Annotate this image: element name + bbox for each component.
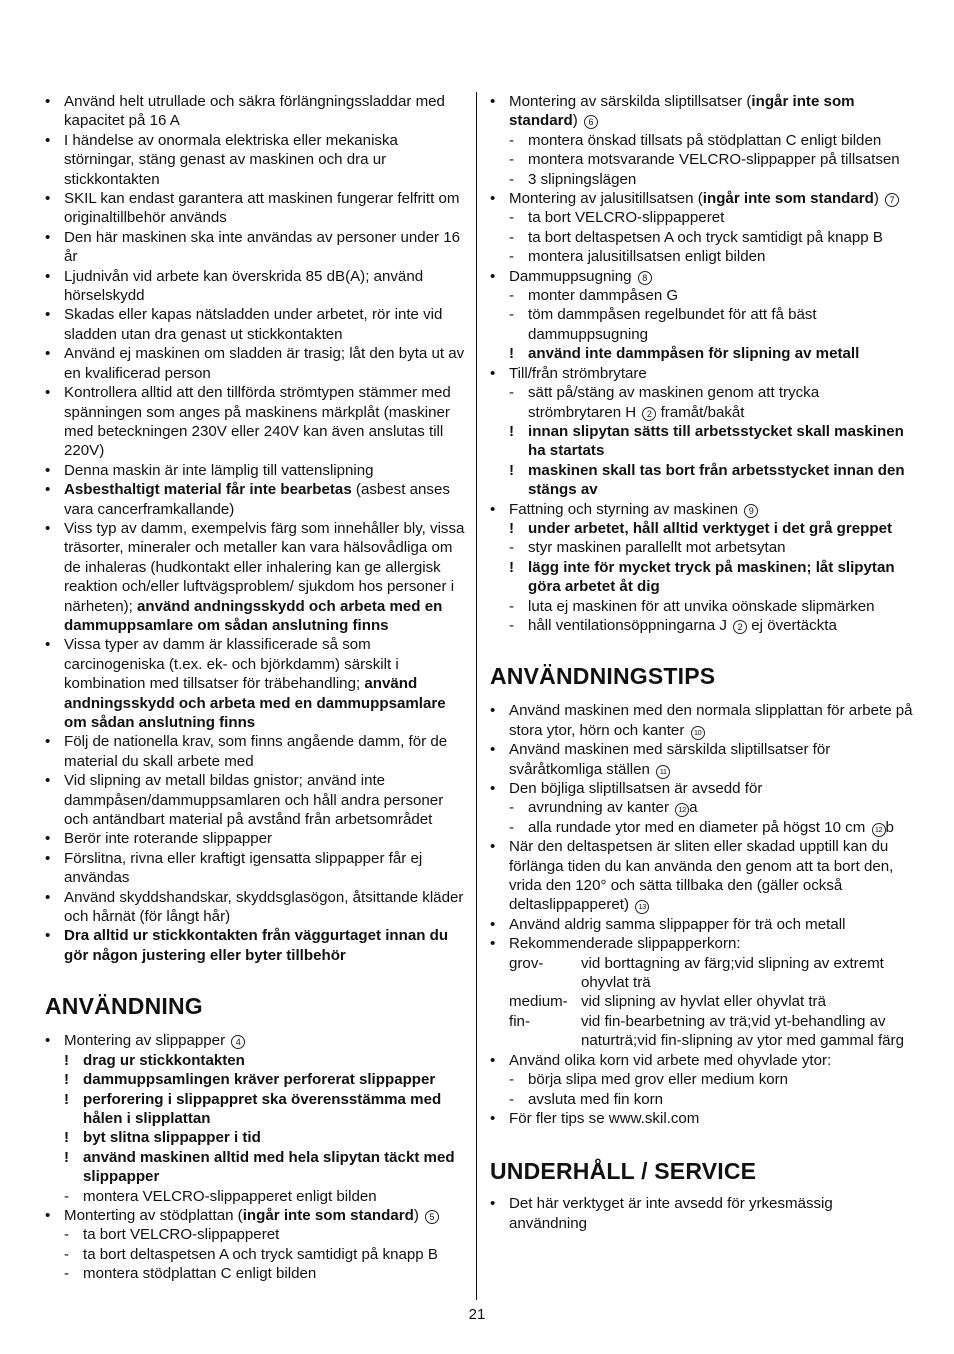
tip-item: • Använd aldrig samma slippapper för trä och metall	[490, 915, 915, 934]
usage-item: • Till/från strömbrytare - sätt på/stäng av maskinen genom att trycka strömbrytaren H 2 framåt/bakåt ! innan slipytan sätts till arbetsstycket skall maskinen ha startats ! maskinen skall tas bort från arbetsstycket innan den stängs av	[490, 364, 915, 500]
accessory-list	[490, 92, 915, 635]
step-item: - ta bort deltaspetsen A och tryck samtidigt på knapp B	[509, 228, 883, 246]
warning-item: ! lägg inte för mycket tryck på maskinen; låt slipytan göra arbetet åt dig	[509, 558, 895, 596]
usage-item: • Dammuppsugning 8 - monter dammpåsen G - töm dammpåsen regelbundet för att få bäst dammuppsugning ! använd inte dammpåsen för slipning av metall	[490, 267, 915, 364]
step-item: - ta bort deltaspetsen A och tryck samtidigt på knapp B	[64, 1245, 438, 1263]
step-item: - ta bort VELCRO-slippapperet	[64, 1226, 280, 1244]
usage-item: • Montering av särskilda sliptillsatser (ingår inte som standard) 6 - montera önskad tillsats på stödplattan C enligt bilden - montera motsvarande VELCRO-slippapper på tillsatsen - 3 slipningslägen	[490, 92, 915, 189]
safety-item: • Berör inte roterande slippapper	[45, 829, 465, 848]
safety-item: • Använd helt utrullade och säkra förlängningssladdar med kapacitet på 16 A	[45, 92, 465, 131]
right-column	[490, 92, 915, 1233]
step-item: - håll ventilationsöppningarna J 2 ej övertäckta	[509, 616, 837, 634]
warning-item: ! under arbetet, håll alltid verktyget i det grå greppet	[509, 519, 893, 537]
tip-item: • Använd maskinen med den normala slipplattan för arbete på stora ytor, hörn och kanter 10	[490, 701, 915, 740]
safety-item: • SKIL kan endast garantera att maskinen fungerar felfritt om originaltillbehör används	[45, 189, 465, 228]
step-item: - avrundning av kanter 12 a	[509, 799, 698, 817]
warning-item: ! perforering i slippappret ska överensstämma med hålen i slipplattan	[64, 1090, 442, 1127]
usage-item: • Monterting av stödplattan (ingår inte som standard) 5 - ta bort VELCRO-slippapperet - ta bort deltaspetsen A och tryck samtidigt på knapp B - montera stödplattan C enligt bilden	[45, 1206, 465, 1284]
left-column	[45, 92, 465, 1284]
figure-ref: 2	[642, 407, 656, 421]
section-heading-service: UNDERHÅLL / SERVICE	[490, 1158, 757, 1185]
safety-item: • Skadas eller kapas nätsladden under arbetet, rör inte vid sladden utan dra genast ut stickkontakten	[45, 305, 465, 344]
safety-item: • Den här maskinen ska inte användas av personer under 16 år	[45, 228, 465, 267]
safety-item: • I händelse av onormala elektriska eller mekaniska störningar, stäng genast av maskinen och dra ur stickkontakten	[45, 131, 465, 189]
safety-item: • Vid slipning av metall bildas gnistor; använd inte dammpåsen/dammuppsamlaren och håll andra personer och antändbart material på avstånd från arbetsområdet	[45, 771, 465, 829]
warning-item: ! innan slipytan sätts till arbetsstycket skall maskinen ha startats	[509, 422, 904, 460]
tip-item: • Använd maskinen med särskilda sliptillsatser för svåråtkomliga ställen 11	[490, 740, 915, 779]
usage-list	[45, 1031, 465, 1283]
warning-item: ! drag ur stickkontakten	[64, 1051, 245, 1069]
tips-list	[490, 701, 915, 1128]
safety-item: • Ljudnivån vid arbete kan överskrida 85 dB(A); använd hörselskydd	[45, 267, 465, 306]
step-item: - montera stödplattan C enligt bilden	[64, 1265, 317, 1283]
grit-row: medium- vid slipning av hyvlat eller ohyvlat trä	[509, 993, 826, 1011]
warning-item: ! byt slitna slippapper i tid	[64, 1129, 261, 1147]
tip-item: • Använd olika korn vid arbete med ohyvlade ytor: - börja slipa med grov eller medium korn - avsluta med fin korn	[490, 1051, 915, 1109]
figure-ref: 9	[744, 504, 758, 518]
warning-item: ! använd maskinen alltid med hela slipytan täckt med slippapper	[64, 1148, 455, 1186]
grit-row: grov- vid borttagning av färg;vid slipning av extremt ohyvlat trä	[509, 954, 884, 992]
step-item: - börja slipa med grov eller medium korn	[509, 1071, 789, 1089]
grit-table	[509, 954, 915, 1051]
figure-ref: 13	[635, 900, 649, 914]
warning-item: ! dammuppsamlingen kräver perforerat slippapper	[64, 1071, 436, 1089]
step-item: - sätt på/stäng av maskinen genom att trycka strömbrytaren H 2 framåt/bakåt	[509, 384, 820, 421]
step-item: - montera jalusitillsatsen enligt bilden	[509, 248, 766, 266]
figure-ref: 12	[675, 803, 689, 817]
step-item: - ta bort VELCRO-slippapperet	[509, 209, 725, 227]
figure-ref: 7	[885, 193, 899, 207]
figure-ref: 2	[733, 620, 747, 634]
tip-item: • När den deltaspetsen är sliten eller skadad upptill kan du förlänga tiden du kan använda den genom att ta bort den, vrida den 120° och sätta tillbaka den (gäller också deltaslippapperet) 13	[490, 837, 915, 915]
figure-ref: 12	[872, 823, 886, 837]
figure-ref: 10	[691, 726, 705, 740]
step-item: - monter dammpåsen G	[509, 287, 679, 305]
figure-ref: 4	[231, 1035, 245, 1049]
safety-item: • Följ de nationella krav, som finns angående damm, för de material du skall arbete med	[45, 732, 465, 771]
usage-item: • Montering av jalusitillsatsen (ingår inte som standard) 7 - ta bort VELCRO-slippapperet - ta bort deltaspetsen A och tryck samtidigt på knapp B - montera jalusitillsatsen enligt bilden	[490, 189, 915, 267]
safety-item: • Asbesthaltigt material får inte bearbetas (asbest anses vara cancerframkallande)	[45, 480, 465, 519]
step-item: - montera VELCRO-slippapperet enligt bilden	[64, 1187, 377, 1205]
section-heading-usage: ANVÄNDNING	[45, 993, 203, 1020]
safety-item: • Denna maskin är inte lämplig till vattenslipning	[45, 461, 465, 480]
warning-item: ! använd inte dammpåsen för slipning av metall	[509, 345, 860, 363]
usage-item: • Montering av slippapper 4 ! drag ur stickkontakten ! dammuppsamlingen kräver perforerat slippapper ! perforering i slippappret ska överensstämma med hålen i slipplattan ! byt slitna slippapper i tid ! använd maskinen alltid med hela slipytan täckt med slippapper - montera VELCRO-slippapperet enligt bilden	[45, 1031, 465, 1206]
step-item: - 3 slipningslägen	[509, 170, 637, 188]
column-divider	[476, 92, 477, 1300]
tip-item: • Rekommenderade slippapperkorn: grov- vid borttagning av färg;vid slipning av extremt ohyvlat trä medium- vid slipning av hyvlat eller ohyvlat trä fin- vid fin-bearbetning av trä;vid yt-behandling av naturträ;vid fin-slipning av ytor med gammal färg	[490, 934, 915, 1050]
figure-ref: 5	[425, 1210, 439, 1224]
tip-item: • Den böjliga sliptillsatsen är avsedd för - avrundning av kanter 12 a - alla rundade ytor med en diameter på högst 10 cm 12 b	[490, 779, 915, 837]
safety-item: • Kontrollera alltid att den tillförda strömtypen stämmer med spänningen som anges på maskinens märkplåt (maskiner med beteckningen 230V eller 240V kan även anslutas till 220V)	[45, 383, 465, 461]
tip-item: • För fler tips se www.skil.com	[490, 1109, 915, 1128]
safety-item: • Viss typ av damm, exempelvis färg som innehåller bly, vissa träsorter, mineraler och metaller kan vara hälsovådliga om de inhaleras (hudkontakt eller inhalering kan ge allergisk reaktion och/eller luftvägsproblem/ sjukdom hos personer i närheten); använd andningsskydd och arbeta med en dammuppsamlare om sådan anslutning finns	[45, 519, 465, 635]
safety-item: • Vissa typer av damm är klassificerade så som carcinogeniska (t.ex. ek- och björkdamm) särskilt i kombination med tillsatser för träbehandling; använd andningsskydd och arbeta med en dammuppsamlare om sådan anslutning finns	[45, 635, 465, 732]
step-item: - avsluta med fin korn	[509, 1090, 664, 1108]
safety-list	[45, 92, 465, 965]
figure-ref: 8	[638, 271, 652, 285]
safety-item: • Dra alltid ur stickkontakten från väggurtaget innan du gör någon justering eller byter tillbehör	[45, 926, 465, 965]
step-item: - montera motsvarande VELCRO-slippapper på tillsatsen	[509, 151, 900, 169]
page-number: 21	[468, 1306, 486, 1323]
safety-item: • Använd skyddshandskar, skyddsglasögon, åtsittande kläder och hårnät (för långt hår)	[45, 888, 465, 927]
section-heading-tips: ANVÄNDNINGSTIPS	[490, 663, 716, 690]
figure-ref: 11	[656, 765, 670, 779]
step-item: - töm dammpåsen regelbundet för att få bäst dammuppsugning	[509, 306, 817, 343]
service-item: • Det här verktyget är inte avsedd för yrkesmässig användning	[490, 1194, 915, 1233]
warning-item: ! maskinen skall tas bort från arbetsstycket innan den stängs av	[509, 461, 905, 499]
service-list	[490, 1194, 915, 1233]
safety-item: • Använd ej maskinen om sladden är trasig; låt den byta ut av en kvalificerad person	[45, 344, 465, 383]
safety-item: • Förslitna, rivna eller kraftigt igensatta slippapper får ej användas	[45, 849, 465, 888]
step-item: - montera önskad tillsats på stödplattan C enligt bilden	[509, 131, 882, 149]
step-item: - styr maskinen parallellt mot arbetsytan	[509, 539, 786, 557]
step-item: - luta ej maskinen för att unvika oönskade slipmärken	[509, 597, 875, 615]
grit-row: fin- vid fin-bearbetning av trä;vid yt-behandling av naturträ;vid fin-slipning av ytor med gammal färg	[509, 1012, 904, 1050]
figure-ref: 6	[584, 115, 598, 129]
step-item: - alla rundade ytor med en diameter på högst 10 cm 12 b	[509, 818, 894, 836]
usage-item: • Fattning och styrning av maskinen 9 ! under arbetet, håll alltid verktyget i det grå greppet - styr maskinen parallellt mot arbetsytan ! lägg inte för mycket tryck på maskinen; låt slipytan göra arbetet åt dig - luta ej maskinen för att unvika oönskade slipmärken - håll ventilationsöppningarna J 2 ej övertäckta	[490, 500, 915, 636]
